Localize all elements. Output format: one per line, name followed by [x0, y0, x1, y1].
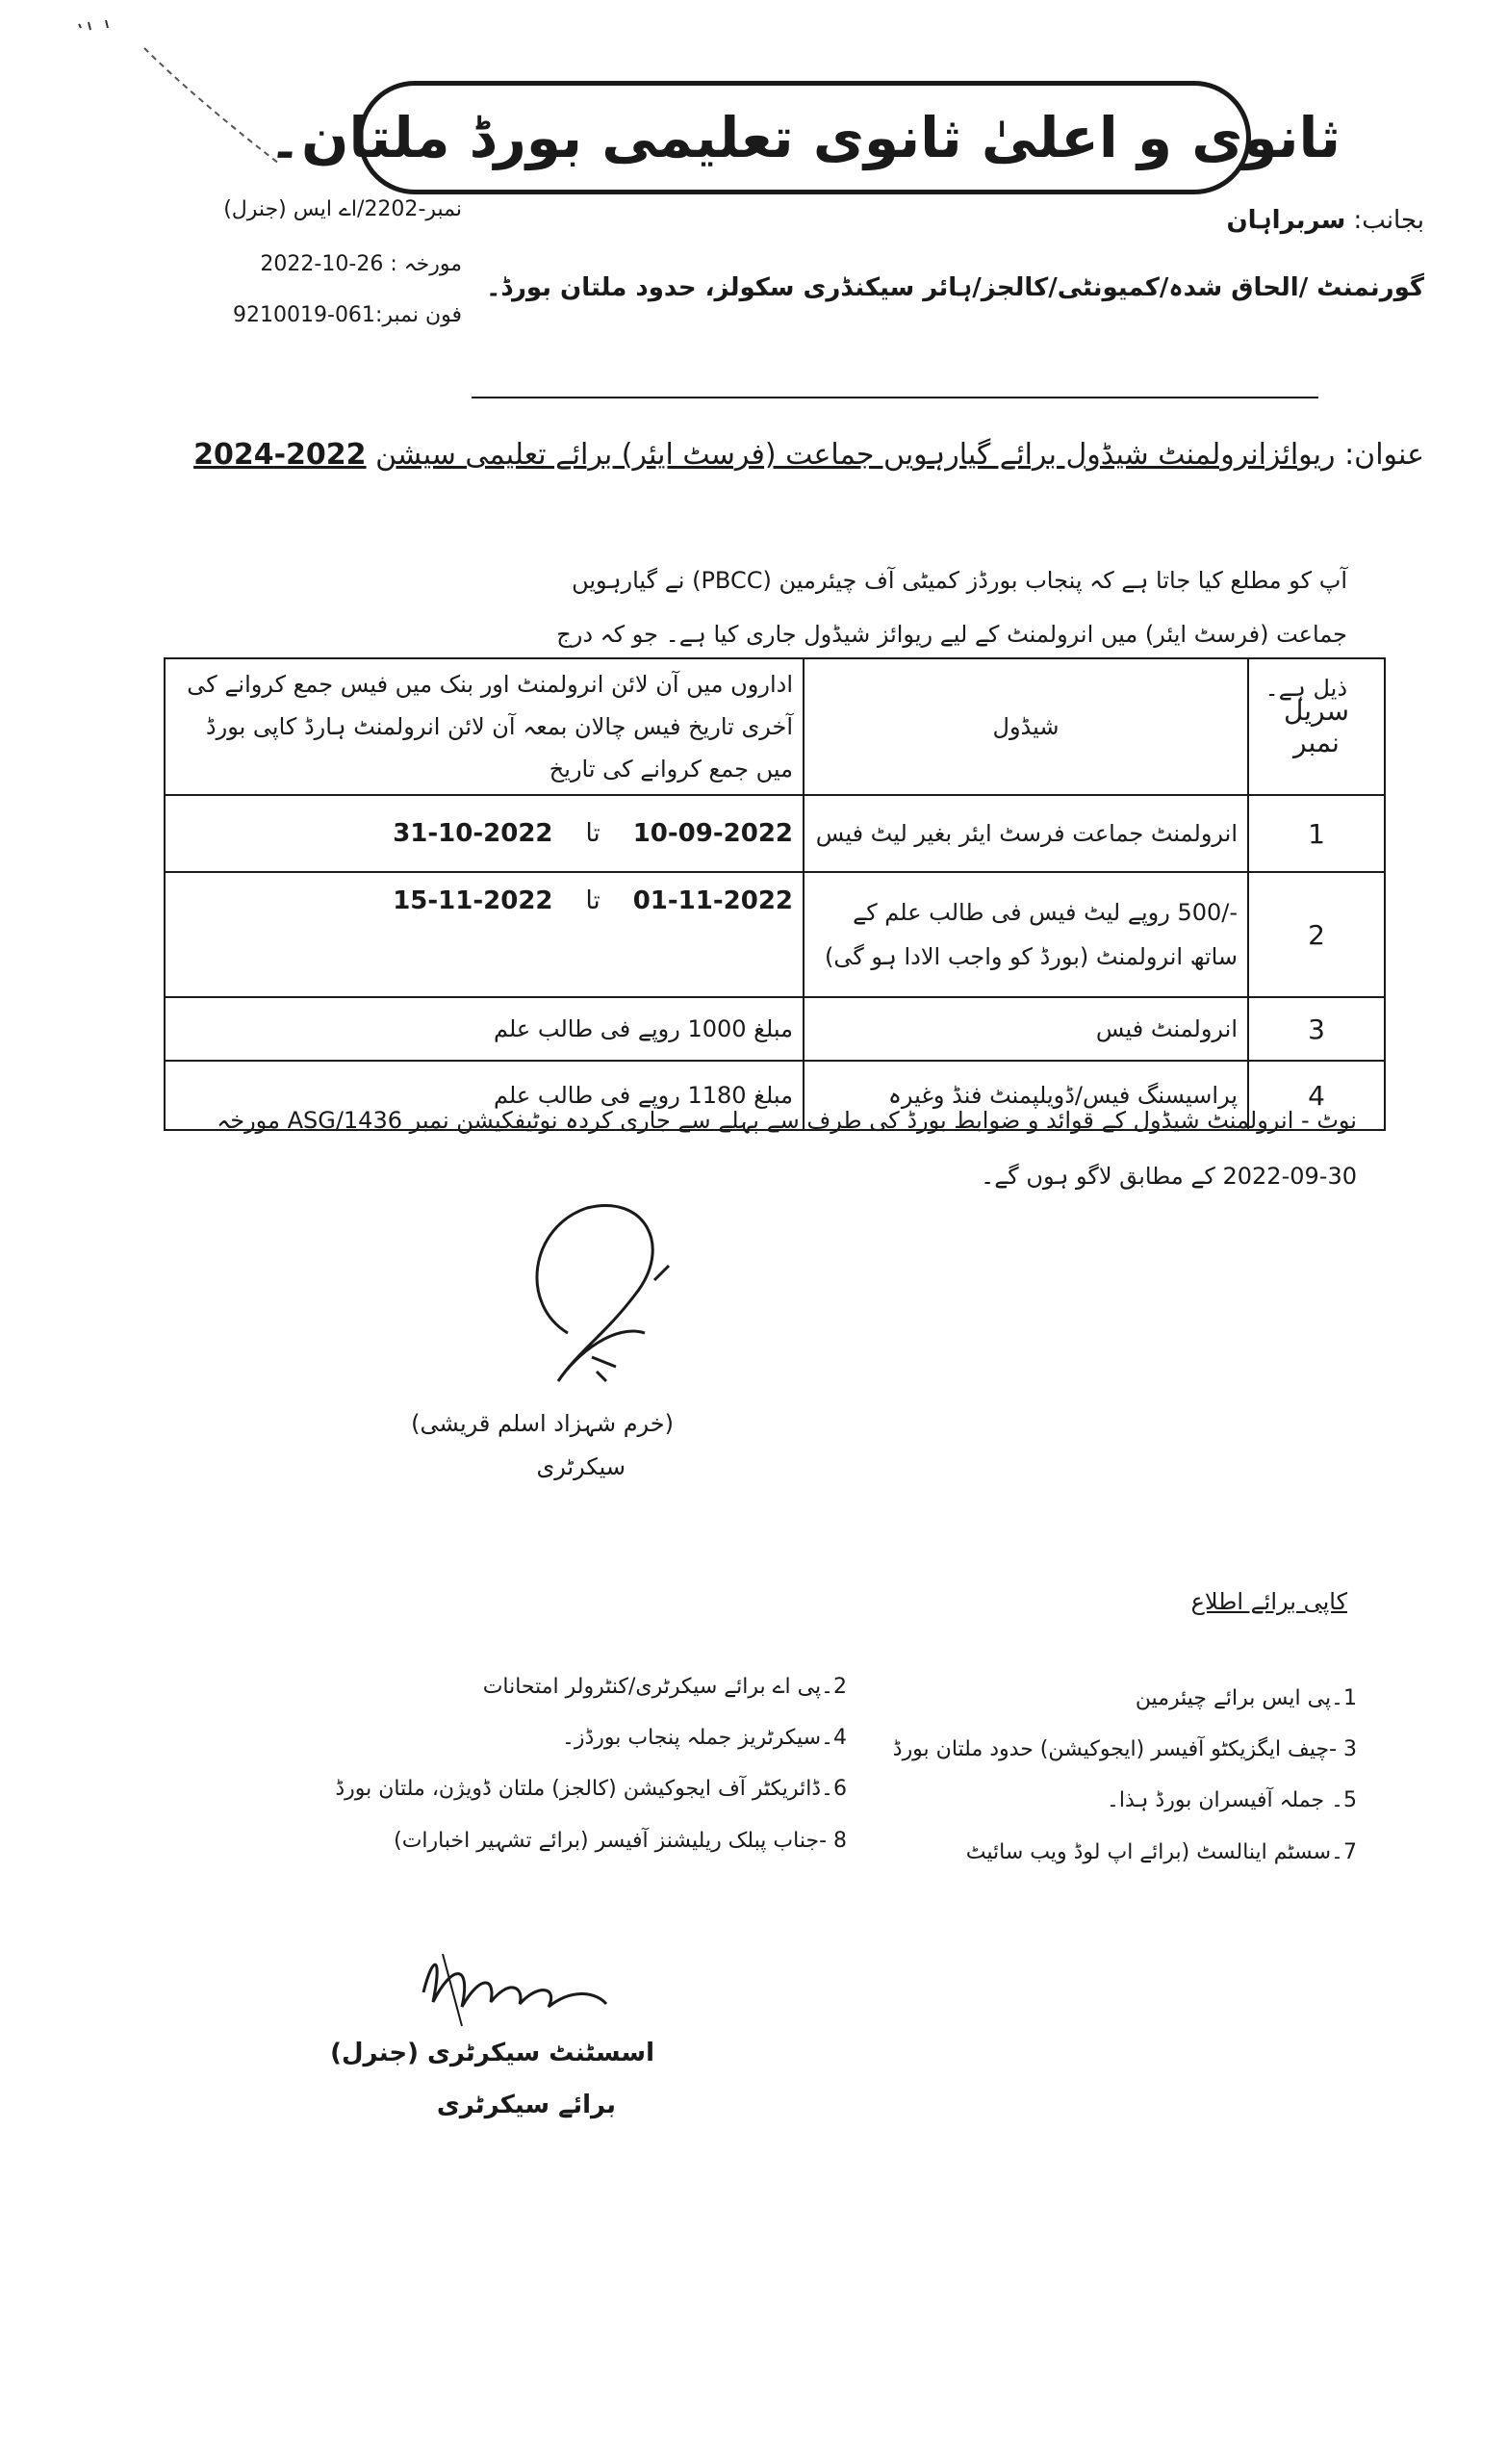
header-dates: اداروں میں آن لائن انرولمنٹ اور بنک میں فیس جمع کروانے کی آخری تاریخ فیس چالان بمعہ آن لائن انرولمنٹ ہارڈ کاپی بورڈ میں جمع کروانے کی تاریخ [165, 658, 804, 795]
letter-number: نمبر-2202/اے ایس (جنرل) [223, 197, 462, 221]
board-title-box [268, 81, 1341, 194]
row-serial: 2 [1248, 872, 1385, 997]
date-to: 15-11-2022 [393, 886, 553, 915]
copy-item: 2۔پی اے برائے سیکرٹری/کنٹرولر امتحانات [482, 1675, 847, 1699]
copy-item: 4۔سیکرٹریز جملہ پنجاب بورڈز۔ [561, 1726, 847, 1750]
divider-line [472, 397, 1318, 398]
copy-item: 7۔سسٹم اینالسٹ (برائے اپ لوڈ ویب سائیٹ [965, 1840, 1357, 1864]
secretary-signature [500, 1189, 712, 1400]
row-serial: 1 [1248, 795, 1385, 872]
scan-scratch-mark [135, 38, 289, 173]
subject-session: 2022-2024 [193, 438, 367, 472]
to-value: سربراہان [1226, 206, 1346, 235]
assistant-secretary-subtitle: برائے سیکرٹری [436, 2091, 616, 2119]
institutions-line: گورنمنٹ /الحاق شدہ/کمیونٹی/کالجز/ہائر سیکنڈری سکولز، حدود ملتان بورڈ۔ [486, 273, 1424, 302]
table-row [165, 795, 1385, 872]
subject-label: عنوان: [1344, 438, 1424, 472]
table-row [165, 872, 1385, 997]
secretary-name: (خرم شہزاد اسلم قریشی) [411, 1410, 674, 1437]
subject-line [193, 438, 1424, 472]
copy-heading: کاپی برائے اطلاع [1190, 1588, 1347, 1615]
date-from: 01-11-2022 [632, 886, 793, 915]
phone-number: فون نمبر:061-9210019 [233, 303, 462, 327]
copy-item: 1۔پی ایس برائے چیئرمین [1135, 1686, 1357, 1710]
intro-paragraph: آپ کو مطلع کیا جاتا ہے کہ پنجاب بورڈز کمیٹی آف چیئرمین (PBCC) نے گیارہویں جماعت (فرسٹ ایئر) میں انرولمنٹ کے لیے ریوائز شیڈول جاری کیا ہے۔ جو کہ درج ذیل ہے۔ [556, 567, 1347, 702]
row-schedule: انرولمنٹ جماعت فرسٹ ایئر بغیر لیٹ فیس [804, 795, 1248, 872]
copy-item: 6۔ڈائریکٹر آف ایجوکیشن (کالجز) ملتان ڈویژن، ملتان بورڈ [335, 1777, 847, 1801]
table-header-row [165, 658, 1385, 795]
assistant-secretary-signature [404, 1935, 626, 2040]
row-serial: 4 [1248, 1061, 1385, 1130]
letter-date: مورخہ : 26-10-2022 [260, 252, 462, 276]
date-from: 10-09-2022 [632, 819, 793, 848]
schedule-table [164, 657, 1386, 1131]
row-serial: 3 [1248, 997, 1385, 1061]
header-schedule: شیڈول [804, 658, 1248, 795]
date-to-word: تا [585, 886, 600, 915]
note-paragraph: نوٹ - انرولمنٹ شیڈول کے قوائد و ضوابط بورڈ کی طرف سے پہلے سے جاری کردہ نوٹیفکیشن نمبر 1436/ASG مورخہ 30-09-2022 کے مطابق لاگو ہوں گے۔ [217, 1107, 1357, 1190]
row-schedule: -/500 روپے لیٹ فیس فی طالب علم کے ساتھ انرولمنٹ (بورڈ کو واجب الادا ہو گی) [804, 872, 1248, 997]
row-amount: مبلغ 1180 روپے فی طالب علم [165, 1061, 804, 1130]
date-to: 31-10-2022 [393, 819, 553, 848]
row-dates [165, 872, 804, 997]
board-title: ثانوی و اعلیٰ ثانوی تعلیمی بورڈ ملتان۔ [268, 105, 1341, 170]
copy-item: 8 -جناب پبلک ریلیشنز آفیسر (برائے تشہیر اخبارات) [394, 1829, 847, 1853]
row-dates [165, 795, 804, 872]
to-label: بجانب: [1353, 206, 1424, 235]
row-amount: مبلغ 1000 روپے فی طالب علم [165, 997, 804, 1061]
date-to-word: تا [585, 819, 600, 848]
subject-text: ریوائزانرولمنٹ شیڈول برائے گیارہویں جماعت (فرسٹ ایئر) برائے تعلیمی سیشن [375, 438, 1336, 472]
table-row [165, 997, 1385, 1061]
row-schedule: پراسیسنگ فیس/ڈویلپمنٹ فنڈ وغیرہ [804, 1061, 1248, 1130]
header-serial: سریل نمبر [1248, 658, 1385, 795]
secretary-title: سیکرٹری [536, 1453, 626, 1480]
copy-item: 5۔ جملہ آفیسران بورڈ ہذا۔ [1106, 1788, 1357, 1812]
row-schedule: انرولمنٹ فیس [804, 997, 1248, 1061]
addressee-line [1039, 206, 1424, 235]
copy-item: 3 -چیف ایگزیکٹو آفیسر (ایجوکیشن) حدود ملتان بورڈ [892, 1737, 1357, 1761]
assistant-secretary-title: اسسٹنٹ سیکرٹری (جنرل) [330, 2039, 654, 2067]
corner-marks [77, 17, 115, 31]
